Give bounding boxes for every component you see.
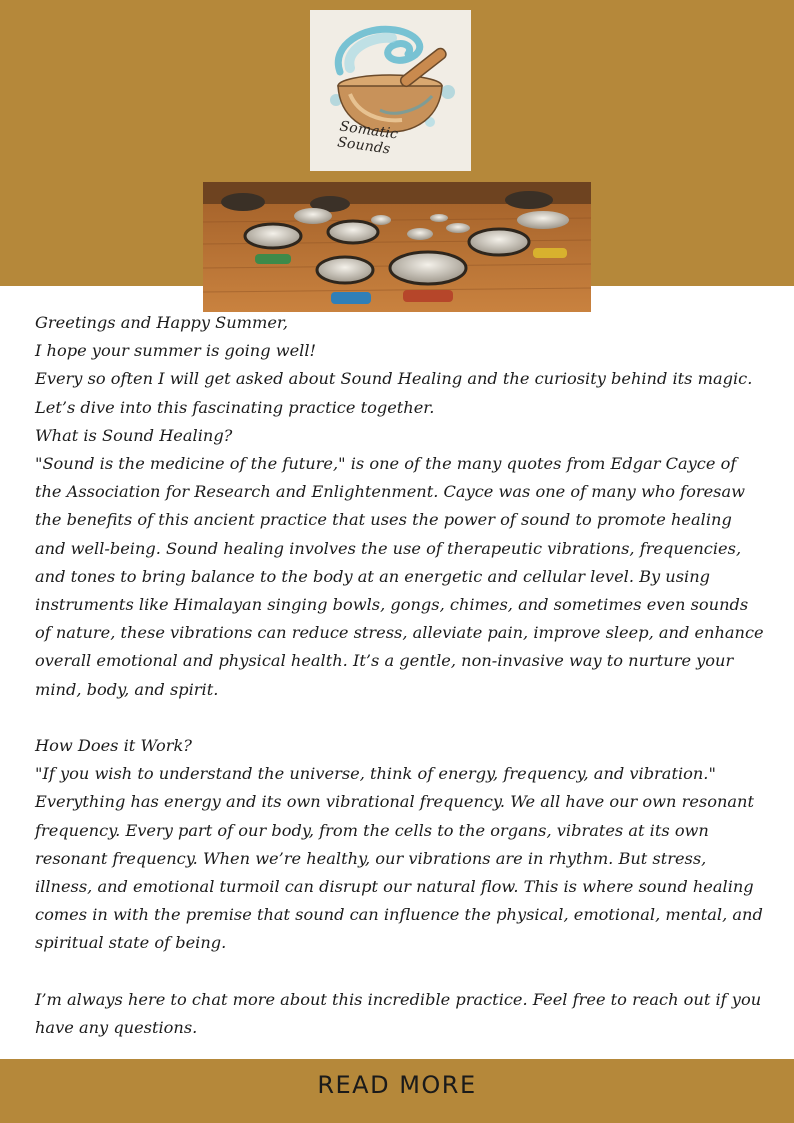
paragraph-how-does-it-work: "If you wish to understand the universe, think of energy, frequency, and vibration." Everything has energy and its own vibrational frequency. We all have our own resonant frequency. Every part of our body, from the cells to the organs, vibrates at its own resonant frequency. When we’re healthy, our vibrations are in rhythm. But stress, illness, and emotional turmoil can disrupt our natural flow. This is where sound healing comes in with the premise that sound can influence the physical, emotional, mental, and spiritual state of being. xyxy=(35,764,763,953)
greeting-line: Greetings and Happy Summer, xyxy=(35,313,289,332)
intro-line: I hope your summer is going well! xyxy=(35,341,317,361)
intro-paragraph: Every so often I will get asked about Sound Healing and the curiosity behind its magic. Let’s dive into this fascinating practice together. xyxy=(35,369,753,417)
letter-body xyxy=(35,309,765,1042)
singing-bowl-logo-icon xyxy=(310,10,471,171)
singing-bowls-photo-icon xyxy=(203,182,591,312)
paragraph-gap xyxy=(35,958,765,986)
logo-brand-text: Somatic Sounds xyxy=(336,118,400,158)
read-more-button[interactable]: READ MORE xyxy=(317,1071,477,1099)
section-heading-what: What is Sound Healing? xyxy=(35,425,233,445)
paragraph-gap xyxy=(35,704,765,732)
bowls-photo-artwork xyxy=(203,182,591,312)
paragraph-what-is-sound-healing: "Sound is the medicine of the future," is one of the many quotes from Edgar Cayce of the Association for Research and Enlightenment. Cayce was one of many who foresaw the benefits of this ancient practice that uses the power of sound to promote healing and well-being. Sound healing involves the use of therapeutic vibrations, frequencies, and tones to bring balance to the body at an energetic and cellular level. By using instruments like Himalayan singing bowls, gongs, chimes, and sometimes even sounds of nature, these vibrations can reduce stress, alleviate pain, improve sleep, and enhance overall emotional and physical health. It’s a gentle, non-invasive way to nurture your mind, body, and spirit. xyxy=(35,454,764,699)
section-heading-how: How Does it Work? xyxy=(35,736,192,756)
closing-paragraph: I’m always here to chat more about this incredible practice. Feel free to reach out if you have any questions. xyxy=(35,989,762,1038)
